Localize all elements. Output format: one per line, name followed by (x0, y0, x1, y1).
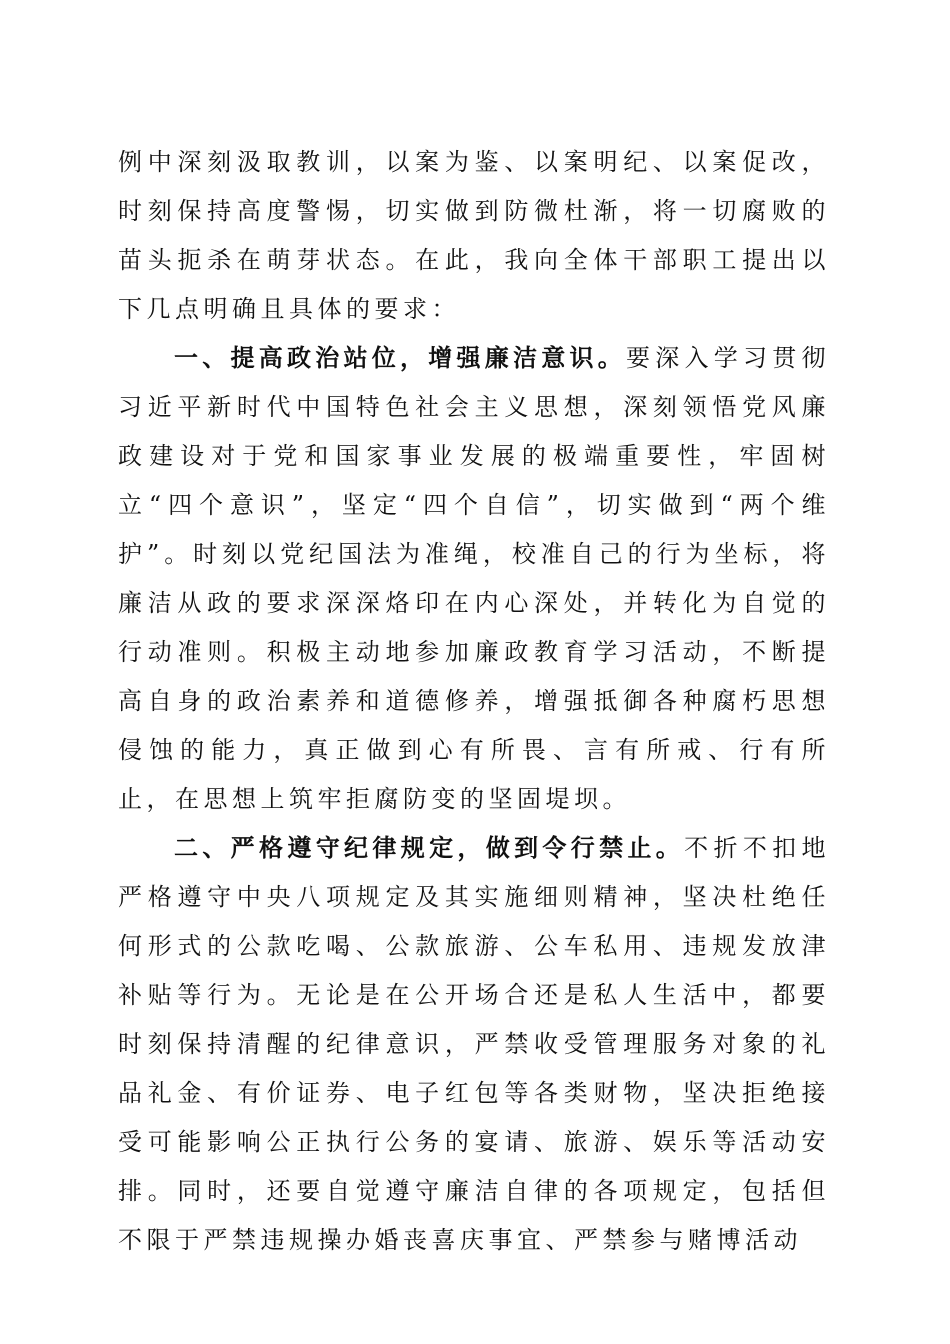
paragraph-intro (118, 138, 830, 334)
paragraph-point-one (118, 334, 830, 824)
paragraph-intro-text: 例中深刻汲取教训，以案为鉴、以案明纪、以案促改，时刻保持高度警惕，切实做到防微杜渐，将一切腐败的苗头扼杀在萌芽状态。在此，我向全体干部职工提出以下几点明确且具体的要求： (118, 148, 830, 323)
paragraph-point-two (118, 824, 830, 1265)
point-two-text: 不折不扣地严格遵守中央八项规定及其实施细则精神，坚决杜绝任何形式的公款吃喝、公款旅游、公车私用、违规发放津补贴等行为。无论是在公开场合还是私人生活中，都要时刻保持清醒的纪律意识，严禁收受管理服务对象的礼品礼金、有价证券、电子红包等各类财物，坚决拒绝接受可能影响公正执行公务的宴请、旅游、娱乐等活动安排。同时，还要自觉遵守廉洁自律的各项规定，包括但不限于严禁违规操办婚丧喜庆事宜、严禁参与赌博活动 (118, 834, 831, 1254)
point-one-heading: 一、提高政治站位，增强廉洁意识。 (174, 344, 626, 372)
document-body (118, 138, 830, 1265)
point-one-text: 要深入学习贯彻习近平新时代中国特色社会主义思想，深刻领悟党风廉政建设对于党和国家事业发展的极端重要性，牢固树立“四个意识”，坚定“四个自信”，切实做到“两个维护”。时刻以党纪国法为准绳，校准自己的行为坐标，将廉洁从政的要求深深烙印在内心深处，并转化为自觉的行动准则。积极主动地参加廉政教育学习活动，不断提高自身的政治素养和道德修养，增强抵御各种腐朽思想侵蚀的能力，真正做到心有所畏、言有所戒、行有所止，在思想上筑牢拒腐防变的坚固堤坝。 (118, 344, 830, 813)
point-two-heading: 二、严格遵守纪律规定，做到令行禁止。 (174, 834, 685, 862)
